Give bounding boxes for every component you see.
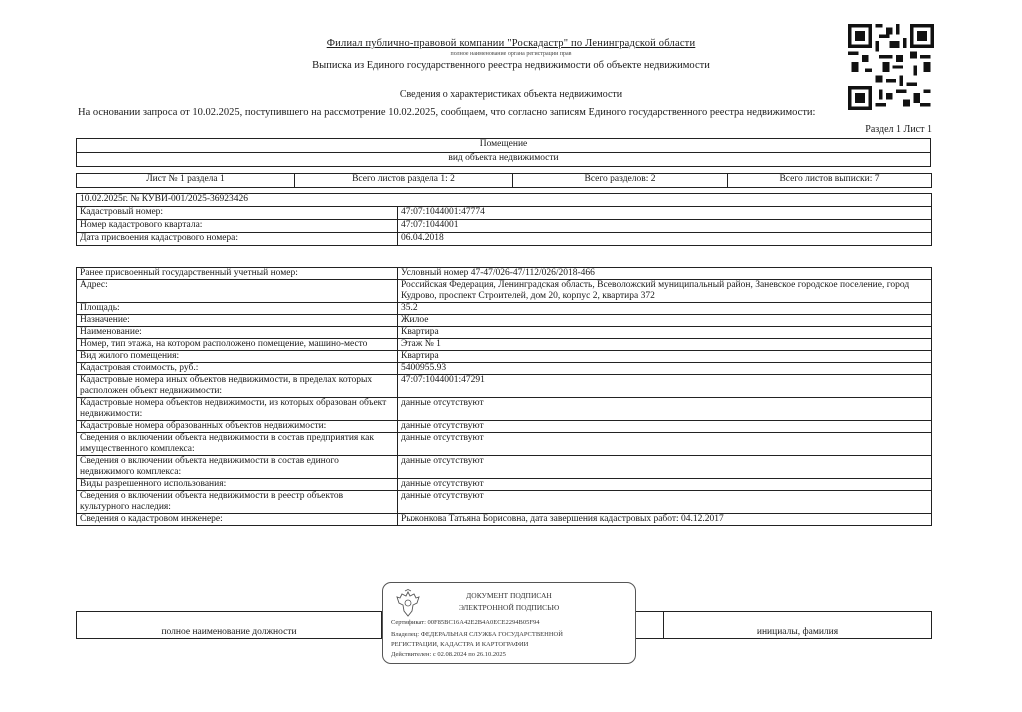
- table-row: [77, 339, 932, 351]
- sheet-counts-table: [76, 173, 932, 188]
- properties-table: [76, 267, 932, 526]
- table-row: [77, 280, 932, 303]
- section-sheet: Раздел 1 Лист 1: [865, 124, 932, 135]
- table-row: [77, 479, 932, 491]
- table-row: [77, 268, 932, 280]
- table-row: [77, 421, 932, 433]
- field-value: 5400955.93: [398, 363, 932, 375]
- table-row: [77, 327, 932, 339]
- field-value: данные отсутствуют: [398, 433, 932, 456]
- stamp-signed-title: ДОКУМЕНТ ПОДПИСАН: [466, 591, 552, 600]
- table-row: [77, 233, 932, 246]
- object-type-caption: вид объекта недвижимости: [77, 153, 931, 167]
- field-label: Кадастровый номер:: [77, 207, 398, 220]
- field-value: 06.04.2018: [398, 233, 932, 246]
- stamp-signed-subtitle: ЭЛЕКТРОННОЙ ПОДПИСЬЮ: [458, 603, 560, 612]
- table-row: [77, 456, 932, 479]
- field-label: Кадастровые номера иных объектов недвижимости, в пределах которых расположен объект недвижимости:: [77, 375, 398, 398]
- field-value: 47:07:1044001:47774: [398, 207, 932, 220]
- field-value: данные отсутствуют: [398, 491, 932, 514]
- field-label: Адрес:: [77, 280, 398, 303]
- field-value: Условный номер 47-47/026-47/112/026/2018-466: [398, 268, 932, 280]
- branch-title: Филиал публично-правовой компании "Роскадастр" по Ленинградской области: [326, 38, 696, 49]
- field-label: Кадастровые номера объектов недвижимости, из которых образован объект недвижимости:: [77, 398, 398, 421]
- field-label: Сведения о включении объекта недвижимости в состав предприятия как имущественного комплекса:: [77, 433, 398, 456]
- field-label: Сведения о включении объекта недвижимости в состав единого недвижимого комплекса:: [77, 456, 398, 479]
- field-value: Рыжонкова Татьяна Борисовна, дата завершения кадастровых работ: 04.12.2017: [398, 514, 932, 526]
- sections-total: Всего разделов: 2: [513, 174, 728, 188]
- field-value: Квартира: [398, 327, 932, 339]
- field-label: Площадь:: [77, 303, 398, 315]
- field-label: Дата присвоения кадастрового номера:: [77, 233, 398, 246]
- table-row: [77, 207, 932, 220]
- field-value: данные отсутствуют: [398, 456, 932, 479]
- field-value: Российская Федерация, Ленинградская область, Всеволожский муниципальный район, Заневское городское поселение, город Кудрово, проспект Строителей, дом 20, корпус 2, квартира 372: [398, 280, 932, 303]
- field-label: Кадастровые номера образованных объектов недвижимости:: [77, 421, 398, 433]
- table-row: [77, 375, 932, 398]
- field-value: 47:07:1044001:47291: [398, 375, 932, 398]
- field-label: Номер, тип этажа, на котором расположено помещение, машино-место: [77, 339, 398, 351]
- section-title: Сведения о характеристиках объекта недвижимости: [399, 89, 623, 100]
- sheets-total: Всего листов выписки: 7: [728, 174, 932, 188]
- table-row: [77, 220, 932, 233]
- table-row: [77, 303, 932, 315]
- stamp-certificate: Сертификат: 00F85BC16A42E2B4A0ECE2294B05F94: [391, 619, 540, 626]
- field-label: Номер кадастрового квартала:: [77, 220, 398, 233]
- organ-caption: полное наименование органа регистрации прав: [450, 51, 572, 57]
- extract-title: Выписка из Единого государственного реестра недвижимости об объекте недвижимости: [312, 60, 710, 71]
- field-value: Квартира: [398, 351, 932, 363]
- field-value: данные отсутствуют: [398, 479, 932, 491]
- table-row: [77, 351, 932, 363]
- table-row: [77, 363, 932, 375]
- object-type: Помещение: [77, 139, 931, 153]
- field-label: Ранее присвоенный государственный учетный номер:: [77, 268, 398, 280]
- position-caption: полное наименование должности: [77, 612, 382, 639]
- field-value: Жилое: [398, 315, 932, 327]
- field-label: Сведения о включении объекта недвижимости в реестр объектов культурного наследия:: [77, 491, 398, 514]
- field-label: Назначение:: [77, 315, 398, 327]
- field-label: Вид жилого помещения:: [77, 351, 398, 363]
- stamp-owner: Владелец: ФЕДЕРАЛЬНАЯ СЛУЖБА ГОСУДАРСТВЕННОЙ: [391, 631, 563, 638]
- sheets-in-section: Всего листов раздела 1: 2: [295, 174, 513, 188]
- field-label: Сведения о кадастровом инженере:: [77, 514, 398, 526]
- registry-table: [76, 193, 932, 246]
- field-label: Кадастровая стоимость, руб.:: [77, 363, 398, 375]
- table-row: [77, 398, 932, 421]
- request-text: На основании запроса от 10.02.2025, поступившего на рассмотрение 10.02.2025, сообщаем, что согласно записям Единого государственного реестра недвижимости:: [78, 107, 816, 118]
- electronic-signature-stamp: [382, 582, 636, 664]
- table-row: [77, 433, 932, 456]
- registry-number: 10.02.2025г. № КУВИ-001/2025-36923426: [77, 194, 932, 207]
- field-value: 35.2: [398, 303, 932, 315]
- stamp-validity: Действителен: с 02.08.2024 по 26.10.2025: [391, 651, 506, 658]
- name-caption: инициалы, фамилия: [664, 612, 932, 639]
- field-label: Наименование:: [77, 327, 398, 339]
- field-value: данные отсутствуют: [398, 421, 932, 433]
- object-type-table: [76, 138, 931, 167]
- field-value: данные отсутствуют: [398, 398, 932, 421]
- table-row: [77, 491, 932, 514]
- table-row: [77, 514, 932, 526]
- stamp-owner-continued: РЕГИСТРАЦИИ, КАДАСТРА И КАРТОГРАФИИ: [391, 641, 529, 648]
- sheet-number: Лист № 1 раздела 1: [77, 174, 295, 188]
- field-value: Этаж № 1: [398, 339, 932, 351]
- qr-code: [848, 24, 934, 110]
- table-row: [77, 315, 932, 327]
- field-label: Виды разрешенного использования:: [77, 479, 398, 491]
- field-value: 47:07:1044001: [398, 220, 932, 233]
